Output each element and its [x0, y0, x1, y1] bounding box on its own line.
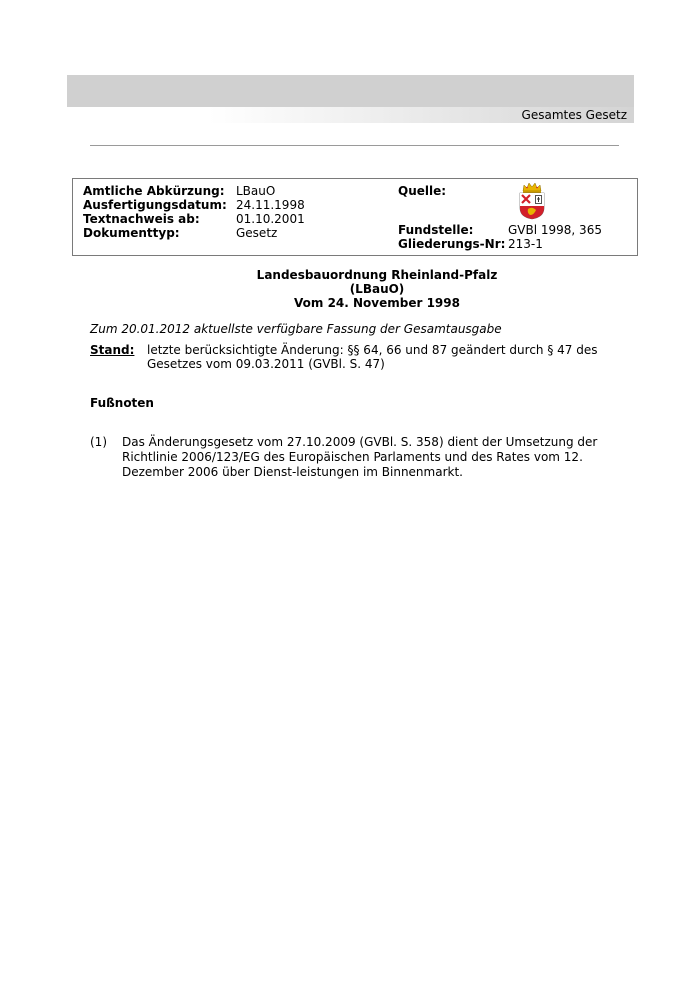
- gliederungs-label: Gliederungs-Nr:: [398, 237, 506, 251]
- ausfertigungsdatum-label: Ausfertigungsdatum:: [83, 198, 227, 212]
- law-title-line-1: Landesbauordnung Rheinland-Pfalz: [256, 268, 498, 282]
- coat-of-arms-icon: [518, 182, 546, 220]
- stand-text: letzte berücksichtigte Änderung: §§ 64, 66 und 87 geändert durch § 47 des Gesetzes vom 09.03.2011 (GVBl. S. 47): [147, 343, 598, 371]
- stand-label: Stand:: [90, 343, 135, 357]
- textnachweis-label: Textnachweis ab:: [83, 212, 200, 226]
- gliederungs-value: 213-1: [508, 237, 543, 251]
- law-title-line-2: (LBauO): [349, 282, 405, 296]
- header-bar: [67, 75, 634, 107]
- version-note: Zum 20.01.2012 aktuellste verfügbare Fassung der Gesamtausgabe: [90, 322, 502, 336]
- view-bar: [67, 107, 634, 123]
- law-title: [0, 268, 700, 310]
- ausfertigungsdatum-value: 24.11.1998: [236, 198, 305, 212]
- fundstelle-label: Fundstelle:: [398, 223, 474, 237]
- textnachweis-value: 01.10.2001: [236, 212, 305, 226]
- footnotes-heading: Fußnoten: [90, 396, 154, 410]
- abkuerzung-value: LBauO: [236, 184, 276, 198]
- metadata-box: [72, 178, 638, 256]
- dokumenttyp-value: Gesetz: [236, 226, 278, 240]
- footnote-number: (1): [90, 435, 107, 449]
- quelle-label: Quelle:: [398, 184, 447, 198]
- law-title-line-3: Vom 24. November 1998: [294, 296, 460, 310]
- separator-line: [90, 145, 619, 146]
- fundstelle-value: GVBl 1998, 365: [508, 223, 602, 237]
- abkuerzung-label: Amtliche Abkürzung:: [83, 184, 225, 198]
- dokumenttyp-label: Dokumenttyp:: [83, 226, 180, 240]
- view-label[interactable]: Gesamtes Gesetz: [521, 108, 627, 122]
- footnote-text: Das Änderungsgesetz vom 27.10.2009 (GVBl. S. 358) dient der Umsetzung der Richtlinie 2006/123/EG des Europäischen Parlaments und des Rates vom 12. Dezember 2006 über Dienst-leistungen im Binnenmarkt.: [122, 435, 598, 479]
